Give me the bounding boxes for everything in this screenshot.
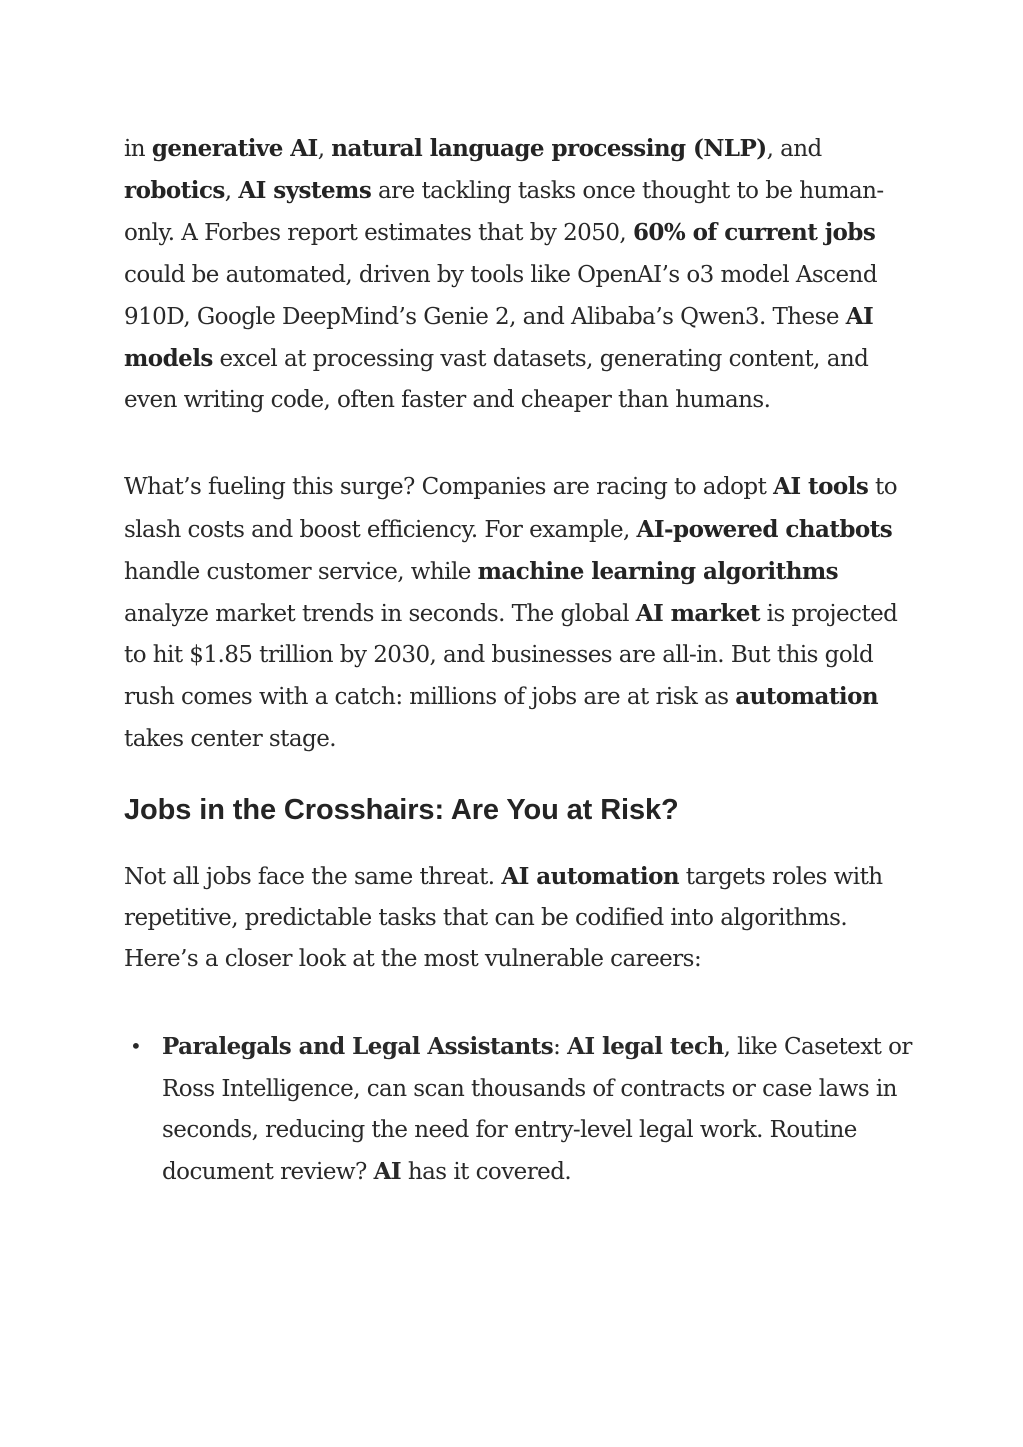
bullet-icon: • — [130, 1034, 142, 1059]
text-run: targets roles with repetitive, predictable tasks that can be codified into algorithms. Here’s a closer look at the most vulnerable careers: — [124, 863, 883, 973]
bold-term-robotics: robotics — [124, 177, 225, 205]
bold-term-ai-automation: AI automation — [501, 862, 680, 890]
bold-term-ai-legal-tech: AI legal tech — [567, 1033, 724, 1061]
bold-term-paralegals: Paralegals and Legal Assistants — [162, 1033, 554, 1061]
bold-term-automation: automation — [735, 683, 879, 711]
text-run: : — [553, 1034, 568, 1061]
paragraph-ai-capabilities — [124, 128, 914, 421]
article-body — [124, 128, 914, 1193]
text-run: What’s fueling this surge? Companies are racing to adopt — [124, 474, 774, 501]
bold-term-ai-systems: AI systems — [238, 177, 372, 205]
text-run: Not all jobs face the same threat. — [124, 863, 502, 890]
bold-term-generative-ai: generative AI — [151, 135, 318, 162]
text-run: , and — [766, 136, 822, 162]
text-run: , like Casetext or Ross Intelligence, can scan thousands of contracts or case laws in seconds, reducing the need for entry-level legal work. Routine document review? — [162, 1034, 912, 1186]
text-run: takes center stage. — [124, 725, 337, 752]
list-item — [124, 1026, 914, 1193]
text-run: handle customer service, while — [124, 558, 478, 585]
text-run: could be automated, driven by tools like OpenAI’s o3 model Ascend 910D, Google DeepMind’s Genie 2, and Alibaba’s Qwen3. These — [124, 261, 877, 330]
text-run: is projected to hit $1.85 trillion by 2030, and businesses are all-in. But this gold rush comes with a catch: millions of jobs are at risk as — [124, 601, 898, 711]
vulnerable-careers-list — [124, 1026, 914, 1193]
text-run: has it covered. — [401, 1159, 572, 1186]
text-run: analyze market trends in seconds. The global — [124, 601, 636, 628]
text-run: in — [124, 136, 152, 162]
bold-term-ml-algorithms: machine learning algorithms — [477, 557, 839, 585]
text-run: , — [317, 136, 332, 162]
bold-term-nlp: natural language processing (NLP) — [331, 135, 767, 162]
bold-term-ai: AI — [373, 1158, 402, 1186]
section-heading: Jobs in the Crosshairs: Are You at Risk? — [124, 793, 679, 826]
paragraph-spacer — [124, 421, 914, 466]
text-run: , — [224, 178, 239, 205]
text-run: excel at processing vast datasets, generating content, and even writing code, often faster and cheaper than humans. — [124, 346, 869, 414]
bold-term-ai-market: AI market — [635, 600, 760, 628]
text-run: are tackling tasks once thought to be human-only. A Forbes report estimates that by 2050, — [124, 178, 884, 247]
bold-term-ai-chatbots: AI-powered chatbots — [636, 515, 893, 543]
bold-term-ai-tools: AI tools — [773, 473, 869, 501]
text-run: to slash costs and boost efficiency. For example, — [124, 474, 898, 543]
bold-term-ai-models: AI models — [124, 302, 874, 373]
paragraph-ai-surge — [124, 466, 914, 759]
paragraph-vulnerable-jobs — [124, 856, 914, 981]
bold-term-60-percent-jobs: 60% of current jobs — [632, 219, 876, 247]
